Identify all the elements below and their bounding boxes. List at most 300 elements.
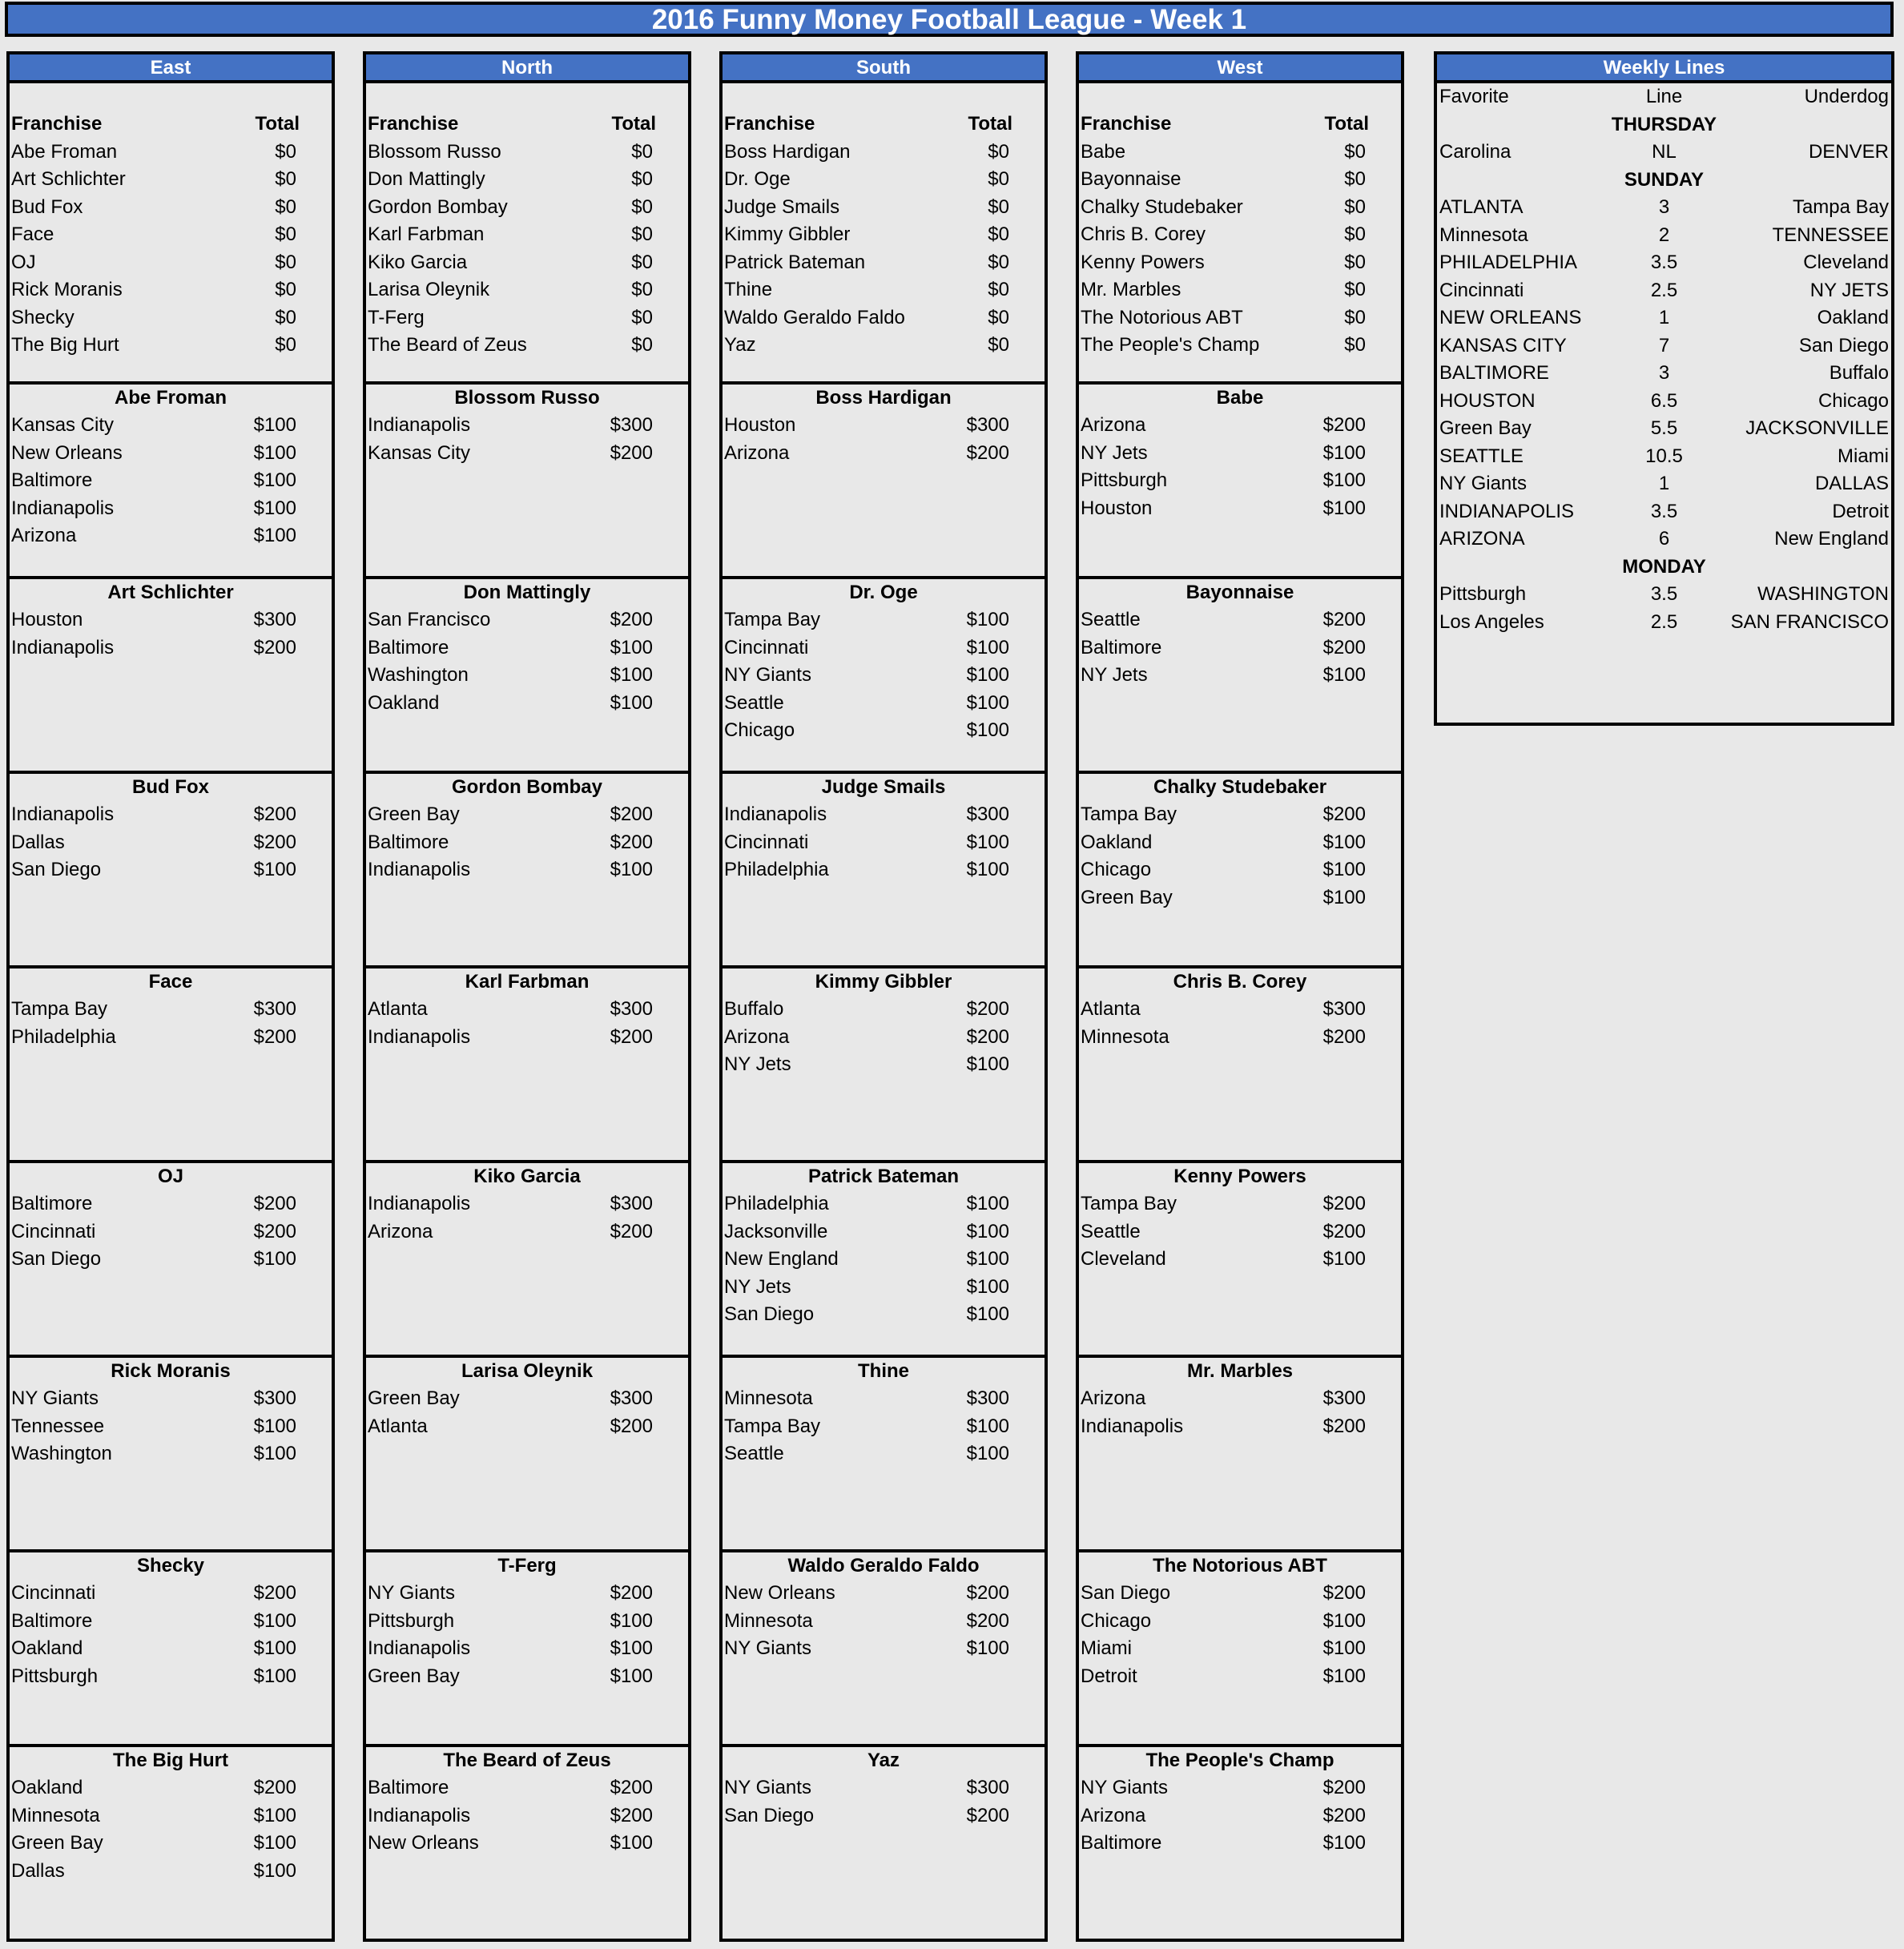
pick-amount: $100 (966, 831, 1009, 853)
pick-row (1079, 467, 1401, 495)
point-line: NL (1652, 141, 1677, 163)
pick-row (723, 662, 1045, 690)
pick-amount: $100 (610, 1665, 653, 1687)
pick-amount: $200 (966, 998, 1009, 1020)
franchise-name: Bud Fox (11, 195, 83, 218)
franchise-block (6, 968, 335, 1163)
summary-row (1079, 221, 1401, 249)
division-west (1076, 51, 1404, 1942)
franchise-block (363, 1358, 691, 1552)
franchise-name: Mr. Marbles (1081, 279, 1181, 300)
underdog-team: Cleveland (1803, 252, 1889, 273)
pick-amount: $100 (1322, 831, 1366, 853)
franchise-block (6, 579, 335, 774)
franchise-name: Boss Hardigan (724, 140, 851, 163)
pick-amount: $100 (1322, 469, 1366, 491)
summary-row (366, 139, 688, 167)
franchise-name: Babe (1081, 140, 1126, 163)
pick-team: San Diego (11, 859, 102, 880)
summary-row (366, 332, 688, 360)
franchise-block (6, 1358, 335, 1552)
pick-team: NY Jets (1081, 664, 1148, 686)
franchise-name: Chris B. Corey (1081, 223, 1206, 245)
pick-amount: $200 (1322, 1777, 1366, 1798)
franchise-block (6, 1552, 335, 1747)
pick-team: NY Giants (724, 1777, 811, 1798)
pick-row (723, 717, 1045, 745)
pick-team: Cincinnati (11, 1220, 96, 1242)
pick-amount: $100 (966, 1193, 1009, 1214)
franchise-block-title: Patrick Bateman (807, 1166, 960, 1187)
franchise-total: $0 (1344, 168, 1366, 190)
pick-row (10, 1246, 332, 1274)
franchise-header: Franchise (368, 113, 459, 135)
summary-row (366, 166, 688, 194)
pick-amount: $100 (253, 441, 296, 464)
pick-row (1079, 662, 1401, 690)
pick-amount: $100 (1322, 1609, 1366, 1632)
pick-team: Atlanta (1081, 998, 1141, 1020)
franchise-block (363, 1747, 691, 1942)
pick-row (366, 1608, 688, 1636)
pick-row (723, 1218, 1045, 1246)
summary-row (723, 249, 1045, 277)
summary-row (10, 332, 332, 360)
franchise-total: $0 (988, 251, 1009, 273)
day-label: SUNDAY (1624, 168, 1705, 191)
pick-amount: $100 (253, 414, 296, 436)
franchise-block-title: Gordon Bombay (451, 776, 602, 798)
franchise-header: Franchise (1081, 113, 1172, 135)
franchise-total: $0 (631, 251, 653, 273)
franchise-name: The Big Hurt (11, 334, 119, 356)
pick-amount: $100 (966, 636, 1009, 658)
pick-team: Philadelphia (724, 859, 829, 880)
pick-amount: $200 (1322, 636, 1366, 658)
franchise-name: Bayonnaise (1081, 168, 1181, 190)
underdog-team: Tampa Bay (1792, 196, 1889, 218)
pick-row (723, 1385, 1045, 1413)
summary-row (366, 276, 688, 304)
division-summary (6, 80, 335, 385)
pick-amount: $200 (1322, 1582, 1366, 1604)
pick-team: Baltimore (1081, 1832, 1162, 1854)
pick-row (10, 1440, 332, 1468)
franchise-block (1076, 1163, 1404, 1358)
franchise-block (1076, 1552, 1404, 1747)
franchise-total: $0 (275, 334, 296, 356)
pick-team: Tampa Bay (1081, 803, 1177, 825)
pick-team: Arizona (1081, 1387, 1146, 1409)
pick-amount: $200 (610, 441, 653, 464)
pick-amount: $200 (1322, 609, 1366, 630)
pick-team: Minnesota (11, 1804, 100, 1826)
franchise-name: OJ (11, 251, 36, 273)
pick-row (10, 1830, 332, 1858)
pick-team: Washington (368, 664, 469, 686)
franchise-total: $0 (275, 223, 296, 245)
pick-team: San Francisco (368, 609, 491, 630)
pick-team: Baltimore (1081, 636, 1162, 658)
pick-amount: $100 (1322, 664, 1366, 686)
weekly-lines-panel (1434, 80, 1894, 726)
pick-team: Arizona (724, 1025, 790, 1048)
pick-team: Seattle (1081, 1220, 1141, 1242)
underdog-team: DALLAS (1814, 473, 1889, 494)
summary-header-row (723, 111, 1045, 139)
favorite-team: ATLANTA (1439, 196, 1524, 218)
pick-team: NY Giants (1081, 1777, 1168, 1798)
underdog-team: DENVER (1808, 141, 1889, 163)
pick-team: Oakland (1081, 831, 1153, 853)
favorite-team: Pittsburgh (1439, 583, 1527, 605)
franchise-total: $0 (988, 306, 1009, 328)
favorite-team: ARIZONA (1439, 528, 1525, 550)
pick-row (1079, 884, 1401, 912)
summary-row (366, 304, 688, 332)
franchise-block-title: The Big Hurt (113, 1750, 228, 1771)
division-summary (363, 80, 691, 385)
page-title: 2016 Funny Money Football League - Week 1 (5, 2, 1894, 37)
pick-amount: $200 (1322, 1220, 1366, 1242)
summary-row (1079, 304, 1401, 332)
pick-row (10, 1385, 332, 1413)
franchise-block-title: Judge Smails (821, 776, 946, 798)
pick-team: NY Jets (1081, 441, 1148, 464)
pick-amount: $100 (1322, 1637, 1366, 1659)
franchise-block-title: Boss Hardigan (815, 387, 952, 409)
pick-row (10, 996, 332, 1024)
pick-amount: $200 (610, 1415, 653, 1437)
pick-team: NY Giants (724, 664, 811, 686)
pick-amount: $200 (610, 1025, 653, 1048)
franchise-name: Shecky (11, 306, 74, 328)
pick-amount: $100 (253, 1859, 296, 1882)
pick-row (10, 606, 332, 634)
pick-team: Seattle (1081, 609, 1141, 630)
franchise-total: $0 (988, 279, 1009, 300)
pick-team: Green Bay (368, 1665, 460, 1687)
pick-row (1079, 634, 1401, 662)
pick-amount: $200 (253, 1193, 296, 1214)
point-line: 10.5 (1645, 445, 1683, 467)
pick-row (723, 1190, 1045, 1218)
favorite-team: NY Giants (1439, 473, 1527, 494)
franchise-block-title: Abe Froman (114, 387, 227, 409)
franchise-block-title: Blossom Russo (454, 387, 600, 409)
franchise-name: Abe Froman (11, 140, 118, 163)
franchise-name: Karl Farbman (368, 223, 485, 245)
pick-amount: $300 (610, 998, 653, 1020)
point-line: 3.5 (1650, 583, 1678, 605)
underdog-team: Detroit (1832, 500, 1889, 522)
point-line: 3.5 (1650, 252, 1678, 273)
pick-row (366, 801, 688, 829)
pick-row (366, 1663, 688, 1691)
pick-amount: $300 (253, 609, 296, 630)
franchise-total: $0 (1344, 334, 1366, 356)
summary-header-row (366, 111, 688, 139)
pick-amount: $100 (610, 1637, 653, 1659)
franchise-name: Gordon Bombay (368, 195, 508, 218)
pick-amount: $100 (1322, 886, 1366, 908)
pick-amount: $100 (253, 1248, 296, 1270)
summary-row (10, 304, 332, 332)
pick-amount: $200 (253, 831, 296, 853)
pick-team: Philadelphia (724, 1193, 829, 1214)
game-line-row (1437, 609, 1891, 637)
pick-team: Indianapolis (11, 803, 115, 825)
franchise-block (719, 1163, 1048, 1358)
pick-team: NY Giants (724, 1637, 811, 1659)
franchise-block-title: Face (148, 971, 193, 993)
franchise-block-title: Thine (858, 1360, 909, 1382)
point-line: 5.5 (1650, 417, 1678, 439)
pick-row (1079, 1413, 1401, 1441)
favorite-team: INDIANAPOLIS (1439, 500, 1575, 522)
point-line: 3 (1658, 196, 1670, 218)
division-south (719, 51, 1048, 1942)
pick-amount: $200 (610, 609, 653, 630)
franchise-name: Don Mattingly (368, 168, 485, 190)
summary-row (1079, 166, 1401, 194)
pick-amount: $100 (610, 636, 653, 658)
franchise-name: Kiko Garcia (368, 251, 468, 273)
pick-team: San Diego (724, 1303, 815, 1325)
division-header: North (363, 51, 691, 80)
pick-team: Green Bay (368, 1387, 460, 1409)
pick-row (366, 606, 688, 634)
summary-row (723, 194, 1045, 222)
franchise-name: The Notorious ABT (1081, 306, 1243, 328)
game-line-row (1437, 194, 1891, 222)
pick-amount: $100 (610, 859, 653, 880)
franchise-name: The Beard of Zeus (368, 334, 527, 356)
pick-amount: $300 (966, 1777, 1009, 1798)
pick-amount: $100 (610, 1832, 653, 1854)
summary-row (10, 166, 332, 194)
line-header: Line (1645, 86, 1683, 107)
pick-row (366, 1190, 688, 1218)
pick-amount: $300 (610, 414, 653, 436)
summary-row (366, 249, 688, 277)
franchise-block-title: Chalky Studebaker (1153, 776, 1327, 798)
division-header: South (719, 51, 1048, 80)
pick-team: Arizona (1081, 414, 1146, 436)
day-label: MONDAY (1622, 555, 1706, 578)
underdog-team: New England (1774, 528, 1889, 550)
pick-team: New Orleans (724, 1582, 835, 1604)
pick-amount: $100 (966, 1415, 1009, 1437)
game-line-row (1437, 470, 1891, 498)
pick-row (1079, 1218, 1401, 1246)
pick-row (1079, 440, 1401, 468)
franchise-block-title: The Notorious ABT (1153, 1555, 1327, 1577)
franchise-name: Kenny Powers (1081, 251, 1205, 273)
pick-team: NY Jets (724, 1053, 791, 1075)
total-header: Total (611, 113, 656, 135)
underdog-header: Underdog (1804, 86, 1889, 107)
pick-row (10, 1802, 332, 1830)
pick-row (1079, 1830, 1401, 1858)
pick-row (723, 440, 1045, 468)
pick-row (10, 1580, 332, 1608)
pick-amount: $200 (966, 1582, 1009, 1604)
pick-amount: $100 (253, 525, 296, 546)
franchise-name: Thine (724, 279, 773, 300)
pick-row (1079, 495, 1401, 523)
franchise-name: Blossom Russo (368, 140, 501, 163)
pick-row (366, 1385, 688, 1413)
franchise-total: $0 (275, 195, 296, 218)
franchise-block (363, 579, 691, 774)
pick-team: Kansas City (368, 441, 471, 464)
franchise-name: Dr. Oge (724, 168, 791, 190)
pick-team: San Diego (1081, 1582, 1171, 1604)
pick-team: Indianapolis (368, 1193, 471, 1214)
underdog-team: SAN FRANCISCO (1730, 610, 1889, 633)
pick-amount: $200 (253, 1220, 296, 1242)
franchise-block-title: Rick Moranis (111, 1360, 231, 1382)
pick-amount: $300 (966, 803, 1009, 825)
game-line-row (1437, 222, 1891, 250)
pick-row (10, 440, 332, 468)
underdog-team: JACKSONVILLE (1745, 417, 1889, 439)
day-label: THURSDAY (1611, 113, 1717, 135)
pick-amount: $100 (253, 1415, 296, 1437)
pick-row (723, 856, 1045, 884)
underdog-team: Chicago (1817, 389, 1889, 412)
franchise-block (1076, 1747, 1404, 1942)
franchise-block (6, 774, 335, 968)
franchise-total: $0 (988, 168, 1009, 190)
pick-row (366, 829, 688, 857)
franchise-block (6, 1163, 335, 1358)
franchise-block (1076, 385, 1404, 579)
franchise-total: $0 (631, 223, 653, 245)
total-header: Total (968, 113, 1012, 135)
franchise-total: $0 (275, 168, 296, 190)
pick-amount: $100 (610, 691, 653, 714)
favorite-header: Favorite (1439, 86, 1509, 107)
summary-row (10, 276, 332, 304)
pick-row (366, 1830, 688, 1858)
pick-row (10, 1190, 332, 1218)
franchise-name: T-Ferg (368, 306, 425, 328)
underdog-team: Miami (1838, 445, 1889, 467)
pick-row (723, 1246, 1045, 1274)
pick-team: Dallas (11, 831, 65, 853)
pick-row (1079, 606, 1401, 634)
franchise-block (719, 1358, 1048, 1552)
franchise-block (1076, 579, 1404, 774)
pick-row (723, 801, 1045, 829)
pick-team: Kansas City (11, 414, 115, 436)
pick-row (366, 1218, 688, 1246)
pick-amount: $100 (966, 1275, 1009, 1298)
favorite-team: NEW ORLEANS (1439, 307, 1582, 328)
pick-team: Indianapolis (724, 803, 827, 825)
pick-team: Tennessee (11, 1415, 105, 1437)
summary-row (1079, 249, 1401, 277)
franchise-total: $0 (988, 223, 1009, 245)
pick-team: Arizona (1081, 1804, 1146, 1826)
summary-row (10, 221, 332, 249)
pick-amount: $300 (966, 1387, 1009, 1409)
summary-header-row (10, 111, 332, 139)
pick-row (10, 1858, 332, 1886)
pick-team: San Diego (724, 1804, 815, 1826)
favorite-team: Carolina (1439, 141, 1512, 163)
franchise-block (6, 1747, 335, 1942)
pick-team: Chicago (724, 719, 795, 741)
pick-row (366, 856, 688, 884)
pick-row (723, 1024, 1045, 1052)
pick-team: Houston (11, 609, 83, 630)
pick-team: Detroit (1081, 1665, 1137, 1687)
pick-row (723, 1580, 1045, 1608)
pick-amount: $200 (253, 803, 296, 825)
pick-amount: $200 (253, 636, 296, 658)
underdog-team: San Diego (1798, 334, 1889, 356)
franchise-total: $0 (631, 306, 653, 328)
pick-team: Pittsburgh (11, 1665, 99, 1687)
franchise-total: $0 (988, 140, 1009, 163)
pick-row (10, 634, 332, 662)
pick-amount: $100 (966, 1303, 1009, 1325)
franchise-block-title: Bud Fox (132, 776, 209, 798)
pick-row (366, 690, 688, 718)
favorite-team: Cincinnati (1439, 279, 1524, 301)
pick-amount: $200 (1322, 1193, 1366, 1214)
summary-row (366, 194, 688, 222)
summary-row (723, 221, 1045, 249)
pick-team: New England (724, 1248, 839, 1270)
pick-team: Buffalo (724, 998, 784, 1020)
franchise-header: Franchise (724, 113, 815, 135)
pick-amount: $100 (253, 1804, 296, 1826)
pick-row (10, 1024, 332, 1052)
pick-team: Baltimore (368, 831, 449, 853)
summary-row (723, 166, 1045, 194)
pick-team: Jacksonville (724, 1220, 828, 1242)
pick-row (1079, 801, 1401, 829)
pick-row (1079, 412, 1401, 440)
pick-amount: $100 (253, 1637, 296, 1659)
pick-row (723, 1301, 1045, 1329)
franchise-total: $0 (631, 279, 653, 300)
pick-amount: $100 (253, 1443, 296, 1464)
franchise-total: $0 (275, 306, 296, 328)
franchise-block (6, 385, 335, 579)
favorite-team: KANSAS CITY (1439, 334, 1567, 356)
franchise-total: $0 (275, 251, 296, 273)
pick-row (723, 829, 1045, 857)
franchise-block-title: Bayonnaise (1185, 582, 1294, 603)
pick-amount: $100 (253, 1832, 296, 1854)
franchise-total: $0 (1344, 279, 1366, 300)
pick-team: Cincinnati (724, 831, 809, 853)
pick-row (723, 1440, 1045, 1468)
pick-team: Tampa Bay (11, 998, 108, 1020)
franchise-total: $0 (631, 140, 653, 163)
franchise-total: $0 (1344, 251, 1366, 273)
pick-row (1079, 829, 1401, 857)
franchise-block-title: Art Schlichter (107, 582, 234, 603)
franchise-total: $0 (1344, 195, 1366, 218)
underdog-team: NY JETS (1809, 279, 1889, 301)
pick-row (1079, 856, 1401, 884)
